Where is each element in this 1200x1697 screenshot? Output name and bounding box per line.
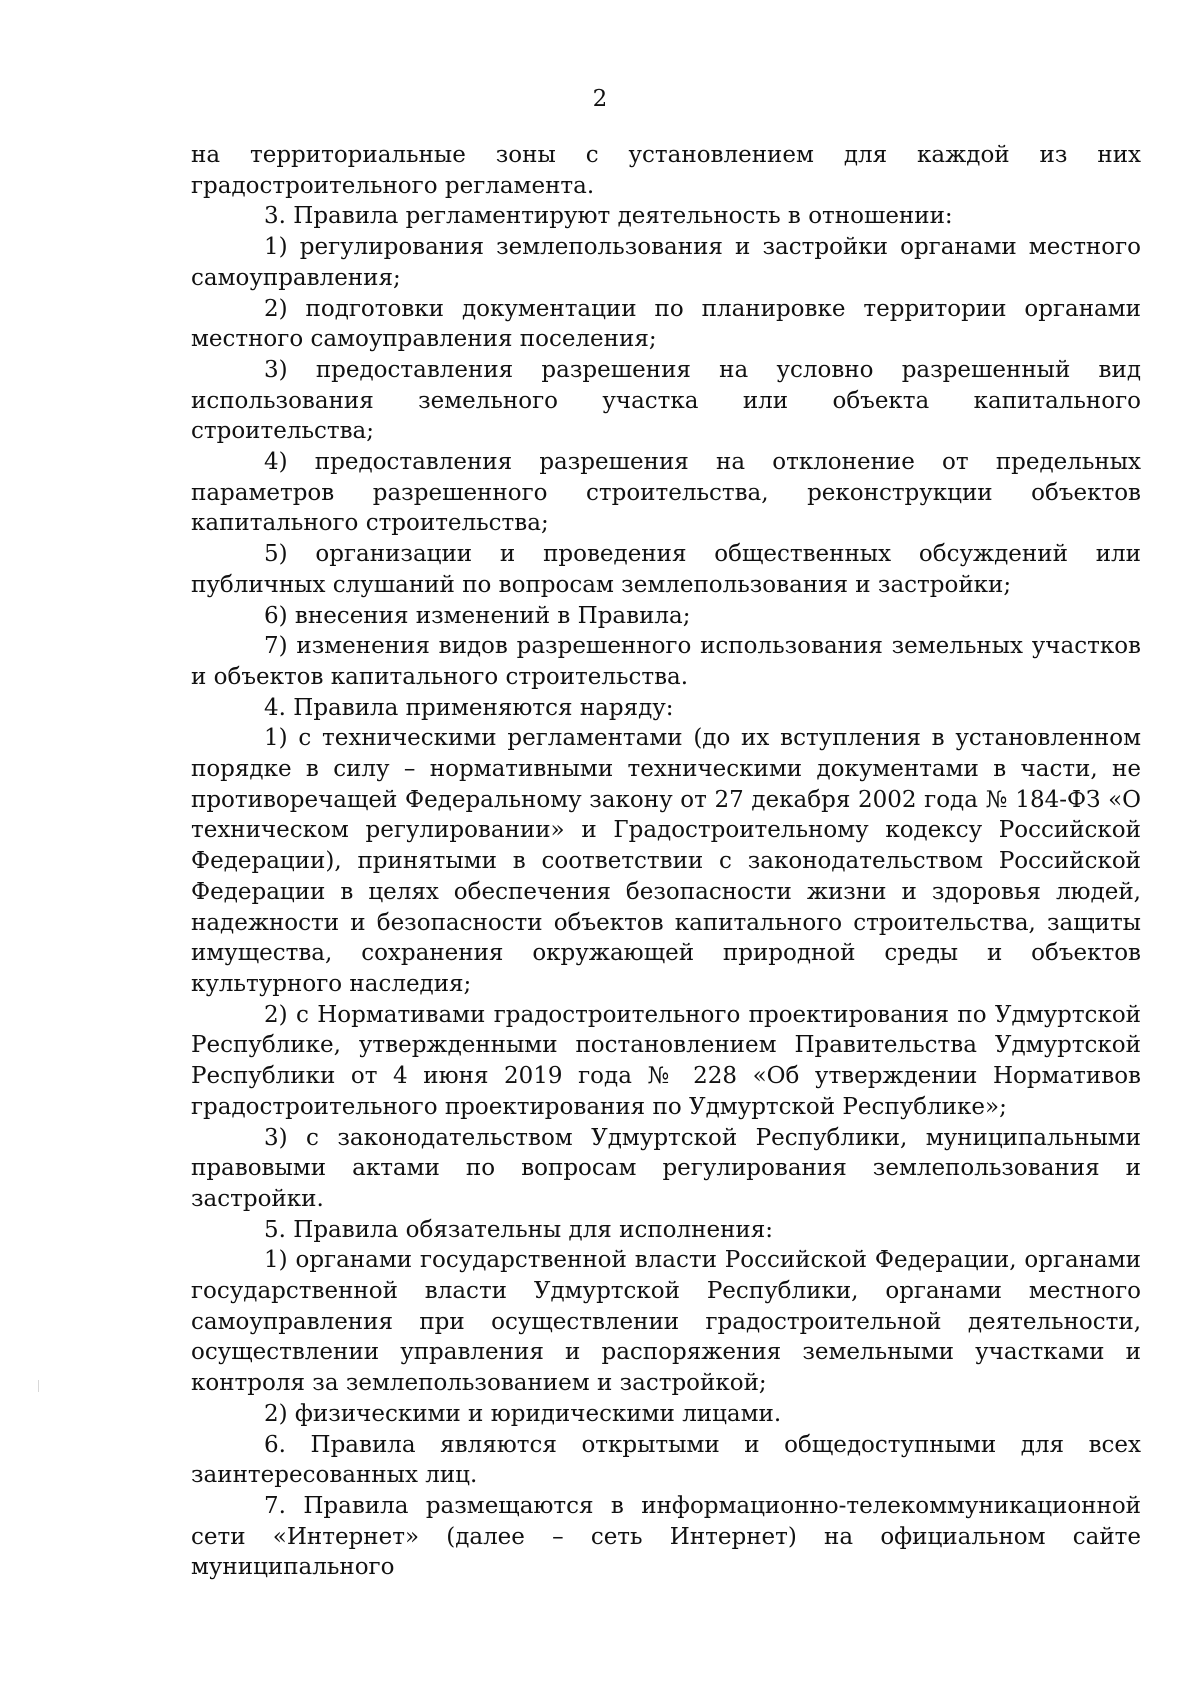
paragraph-4-heading: 4. Правила применяются наряду: [264, 694, 674, 721]
page-number: 2 [592, 86, 608, 112]
paragraph-3-heading: 3. Правила регламентируют деятельность в отношении: [264, 203, 953, 230]
paragraph-4-item-3: 3) с законодательством Удмуртской Республики, муниципальными правовыми актами по вопросам регулирования землепользования и застройки. [191, 1124, 1141, 1212]
paragraph-3-item-6: 6) внесения изменений в Правила; [264, 602, 691, 629]
paragraph-zones-continuation: на территориальные зоны с установлением для каждой из них градостроительного регламента. [191, 142, 1141, 199]
paragraph-5-item-2: 2) физическими и юридическими лицами. [264, 1400, 782, 1427]
paragraph-6: 6. Правила являются открытыми и общедоступными для всех заинтересованных лиц. [191, 1431, 1141, 1489]
paragraph-7: 7. Правила размещаются в информационно-телекоммуникационной сети «Интернет» (далее – сеть Интернет) на официальном сайте муниципального [191, 1492, 1141, 1581]
paragraph-3-item-3: 3) предоставления разрешения на условно разрешенный вид использования земельного участка или объекта капитального строительства; [191, 356, 1141, 445]
document-body [191, 140, 1141, 1583]
paragraph-3-item-4: 4) предоставления разрешения на отклонение от предельных параметров разрешенного строительства, реконструкции объектов капитального строительства; [191, 449, 1141, 537]
paragraph-5-item-1: 1) органами государственной власти Российской Федерации, органами государственной власти Удмуртской Республики, органами местного самоуправления при осуществлении градостроительной деятельности, осуществлении управления и распоряжения земельными участками и контроля за землепользованием и застройкой; [191, 1247, 1141, 1397]
paragraph-5-heading: 5. Правила обязательны для исполнения: [264, 1216, 773, 1243]
paragraph-3-item-1: 1) регулирования землепользования и застройки органами местного самоуправления; [191, 234, 1141, 291]
paragraph-3-item-5: 5) организации и проведения общественных обсуждений или публичных слушаний по вопросам землепользования и застройки; [191, 541, 1141, 598]
scan-margin-mark [38, 1380, 39, 1392]
paragraph-3-item-7: 7) изменения видов разрешенного использования земельных участков и объектов капитального строительства. [191, 633, 1141, 690]
paragraph-4-item-1: 1) с техническими регламентами (до их вступления в установленном порядке в силу – нормативными техническими документами в части, не противоречащей Федеральному закону от 27 декабря 2002 года № 184-ФЗ «О техническом регулировании» и Градостроительному кодексу Российской Федерации), принятыми в соответствии с законодательством Российской Федерации в целях обеспечения безопасности жизни и здоровья людей, надежности и безопасности объектов капитального строительства, защиты имущества, сохранения окружающей природной среды и объектов культурного наследия; [191, 725, 1141, 997]
paragraph-3-item-2: 2) подготовки документации по планировке территории органами местного самоуправления поселения; [191, 295, 1141, 353]
paragraph-4-item-2: 2) с Нормативами градостроительного проектирования по Удмуртской Республике, утвержденными постановлением Правительства Удмуртской Республики от 4 июня 2019 года № 228 «Об утверждении Нормативов градостроительного проектирования по Удмуртской Республике»; [191, 1001, 1141, 1120]
